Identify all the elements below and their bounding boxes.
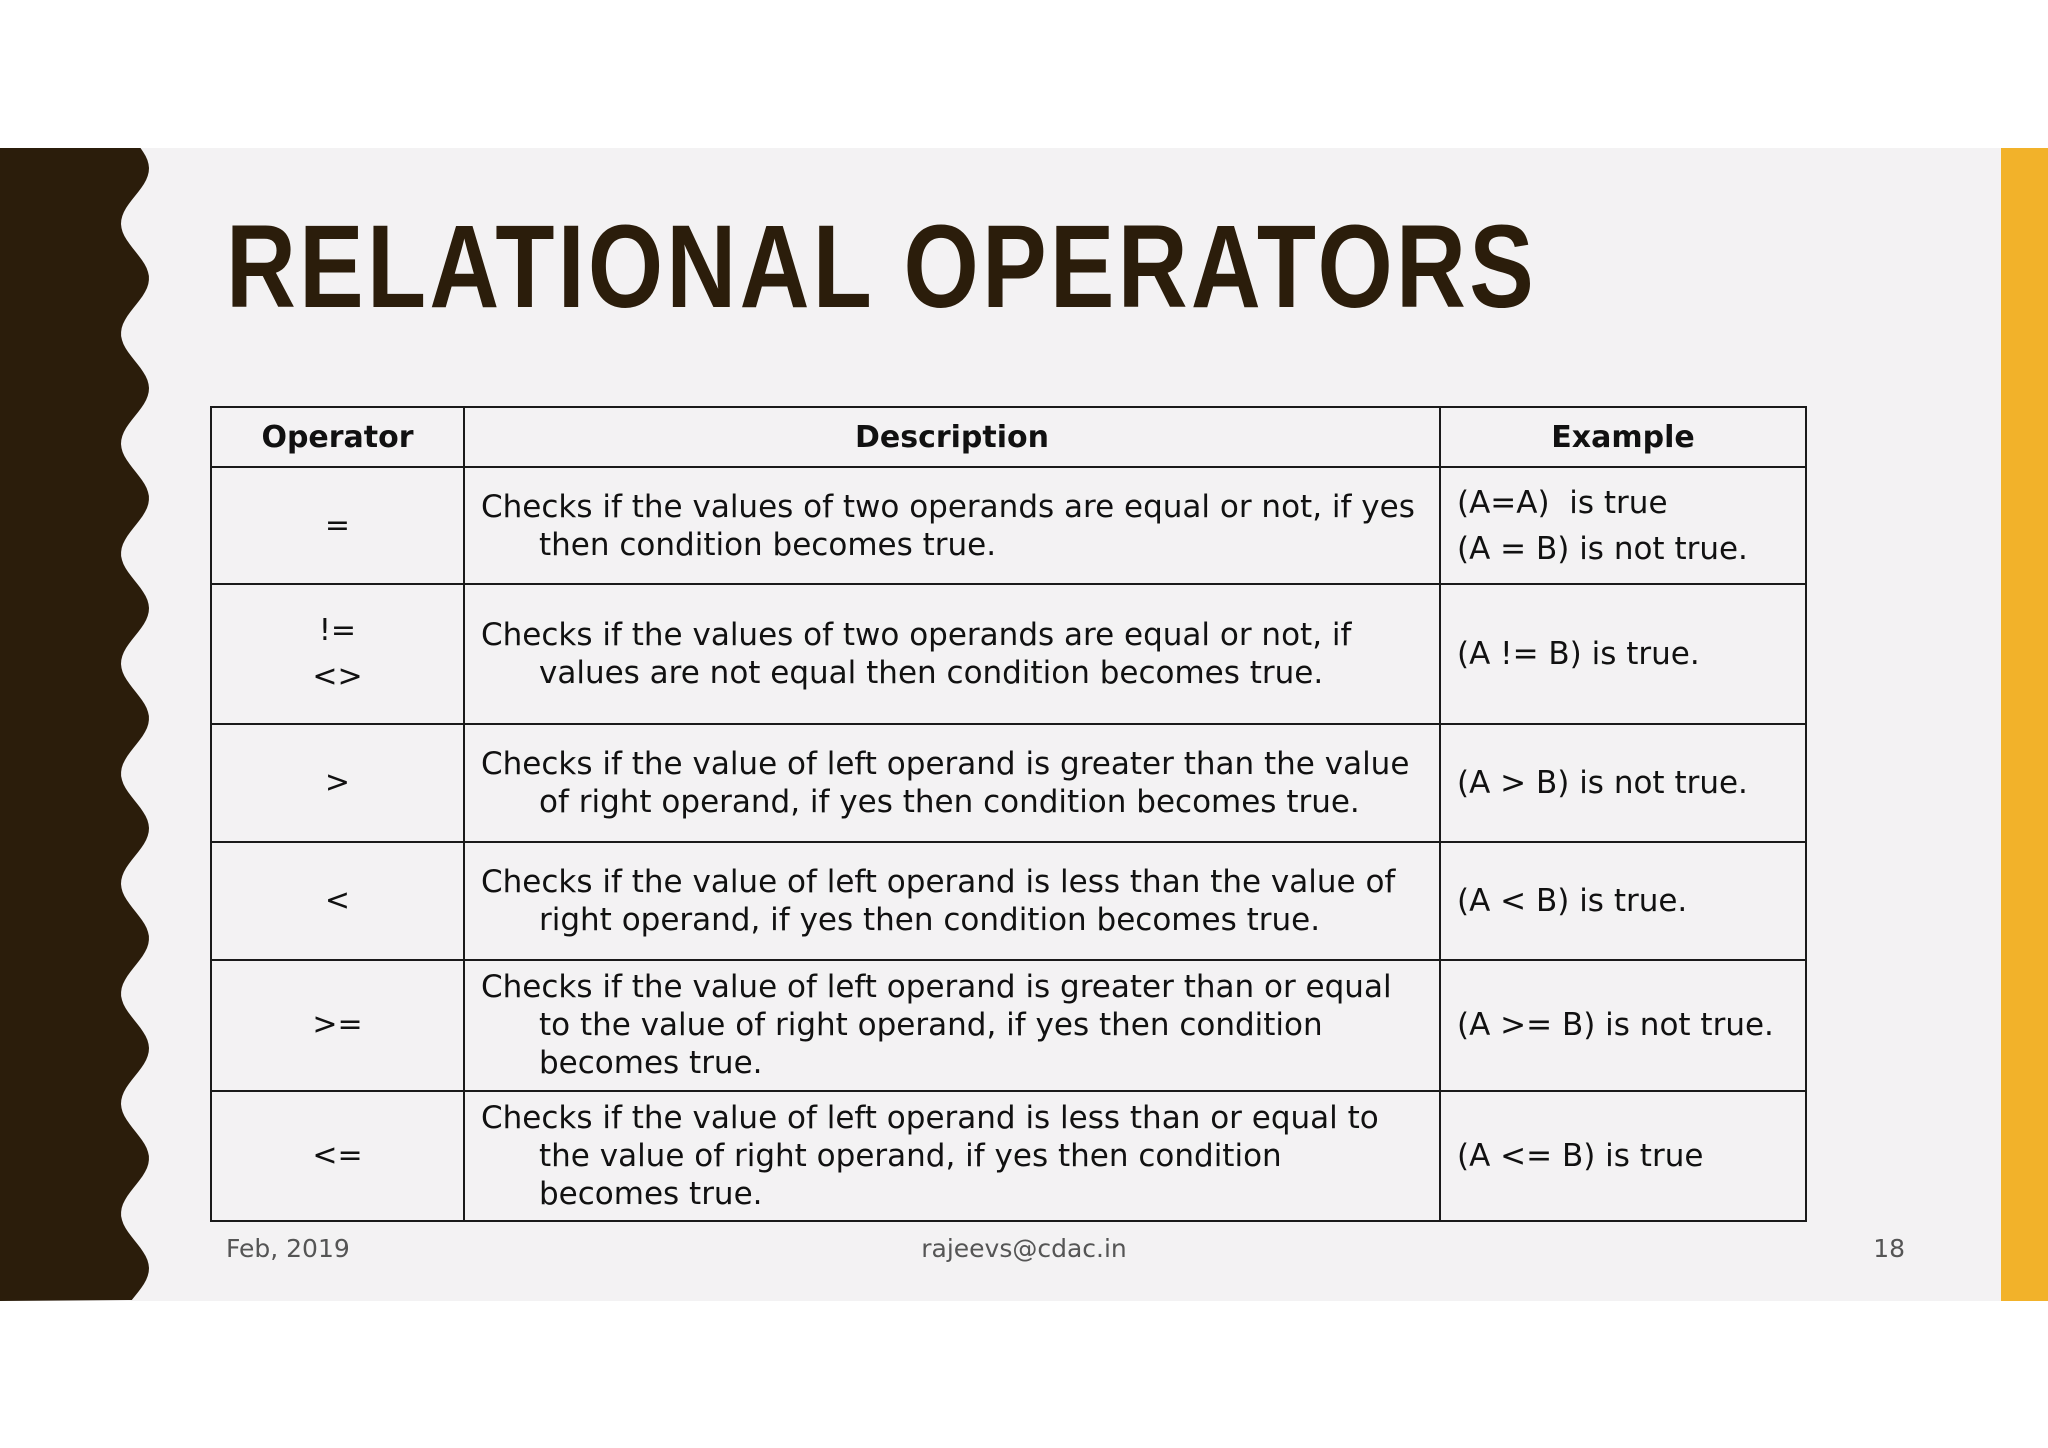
description-text: Checks if the values of two operands are equal or not, if values are not equal then condition becomes true. [481, 616, 1352, 691]
slide-title: RELATIONAL OPERATORS [226, 201, 1538, 333]
operator-symbol: <= [312, 1137, 363, 1173]
description-text: Checks if the value of left operand is less than the value of right operand, if yes then condition becomes true. [481, 864, 1396, 939]
relational-operators-table [210, 406, 1807, 1222]
table-row [211, 1091, 1806, 1221]
table-header-row [211, 407, 1806, 467]
operator-cell [211, 724, 464, 842]
example-text: (A != B) is true. [1457, 635, 1700, 672]
description-cell [464, 724, 1440, 842]
header-description: Description [464, 407, 1440, 467]
operator-cell [211, 584, 464, 723]
description-text: Checks if the values of two operands are equal or not, if yes then condition becomes true. [481, 488, 1415, 563]
operator-symbol: >= [312, 1007, 363, 1043]
example-cell [1440, 1091, 1806, 1221]
example-text: (A=A) is true [1457, 484, 1668, 521]
example-text: (A <= B) is true [1457, 1137, 1704, 1174]
example-cell [1440, 584, 1806, 723]
operator-symbol: > [324, 764, 351, 800]
operator-symbol: <> [312, 658, 363, 694]
table-row [211, 584, 1806, 723]
slide-number: 18 [1873, 1234, 1905, 1263]
table-row [211, 724, 1806, 842]
operator-symbol: = [324, 507, 351, 543]
operator-cell [211, 1091, 464, 1221]
example-cell [1440, 960, 1806, 1090]
wavy-left-band [0, 148, 160, 1301]
operator-cell [211, 842, 464, 960]
example-cell [1440, 467, 1806, 584]
example-cell [1440, 724, 1806, 842]
footer-date: Feb, 2019 [226, 1234, 350, 1263]
header-operator: Operator [211, 407, 464, 467]
description-cell [464, 842, 1440, 960]
header-example: Example [1440, 407, 1806, 467]
description-cell [464, 467, 1440, 584]
operator-symbol: != [318, 612, 357, 648]
description-cell [464, 1091, 1440, 1221]
footer-email: rajeevs@cdac.in [921, 1234, 1127, 1263]
table-row [211, 842, 1806, 960]
operator-cell [211, 960, 464, 1090]
table-row [211, 467, 1806, 584]
operator-symbol: < [324, 883, 351, 919]
description-cell [464, 960, 1440, 1090]
description-text: Checks if the value of left operand is greater than or equal to the value of right operand, if yes then condition becomes true. [481, 969, 1392, 1082]
operator-cell [211, 467, 464, 584]
description-text: Checks if the value of left operand is less than or equal to the value of right operand, if yes then condition becomes true. [481, 1099, 1379, 1212]
description-cell [464, 584, 1440, 723]
wavy-band-shape [0, 148, 149, 1301]
example-text: (A < B) is true. [1457, 883, 1688, 920]
slide [0, 148, 2048, 1301]
accent-bar-right [2001, 148, 2048, 1301]
description-text: Checks if the value of left operand is greater than the value of right operand, if yes then condition becomes true. [481, 745, 1410, 820]
example-text: (A > B) is not true. [1457, 764, 1748, 801]
example-text: (A = B) is not true. [1457, 530, 1748, 567]
example-cell [1440, 842, 1806, 960]
table-row [211, 960, 1806, 1090]
example-text: (A >= B) is not true. [1457, 1007, 1774, 1044]
